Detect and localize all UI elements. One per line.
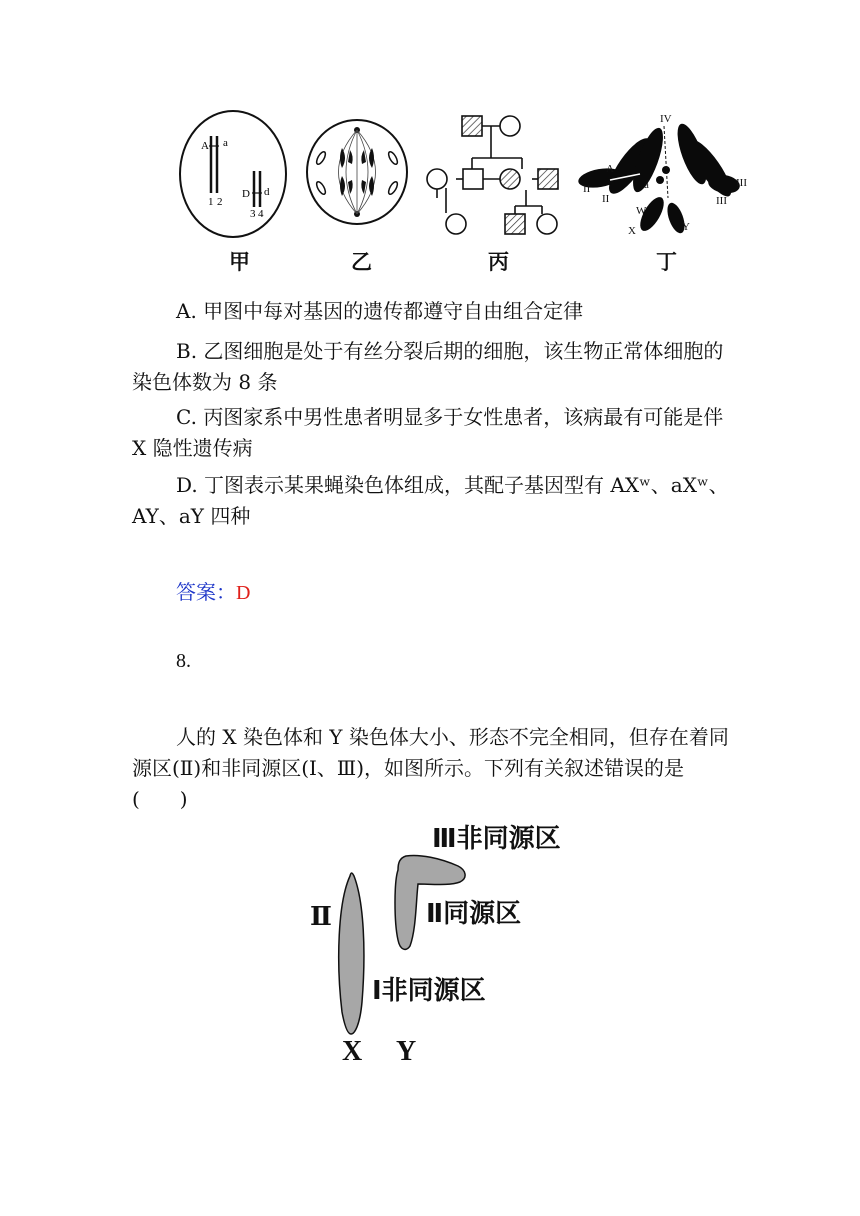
option-d-text: 丁图表示某果蝇染色体组成，其配子基因型有 AXʷ、aXʷ、AY、aY 四种 [132,473,729,528]
ding-label-y: Y [682,221,690,233]
panel-yi [307,120,407,224]
figure-label-bing: 丙 [488,249,509,274]
figure-label-jia: 甲 [229,249,250,274]
gene-a: a [223,137,228,149]
gene-d: d [264,186,270,198]
panel-ding [577,113,748,237]
option-a-letter: A. [176,299,197,323]
ding-label-a: a [644,179,649,191]
question-stem: 人的 X 染色体和 Y 染色体大小、形态不完全相同，但存在着同源区(Ⅱ)和非同源区(Ⅰ、Ⅲ)，如图所示。下列有关叙述错误的是( ) [132,725,729,811]
x-chromosome [339,873,364,1034]
figure-label-ding: 丁 [656,249,677,274]
ding-label-w: W [636,205,647,217]
answer-line [176,576,250,605]
ding-label-A: A [606,163,614,175]
ding-label-iii-right: III [736,177,747,189]
option-b-letter: B. [176,339,198,363]
option-a-text: 甲图中每对基因的遗传都遵守自由组合定律 [203,299,584,323]
chrom-num-2: 2 [217,196,223,208]
ding-label-iii: III [716,195,727,207]
answer-value: D [236,582,251,604]
option-c [132,402,730,464]
chrom-num-1: 1 [208,196,214,208]
ding-label-ii: II [602,193,610,205]
label-y: Y [396,1036,417,1067]
option-c-text: 丙图家系中男性患者明显多于女性患者，该病最有可能是伴 X 隐性遗传病 [132,405,724,460]
figure-label-yi: 乙 [351,249,372,274]
option-d [132,470,730,532]
option-a [132,296,730,327]
option-b [132,336,730,398]
option-c-letter: C. [176,405,197,429]
label-region-i: Ⅰ非同源区 [372,976,486,1006]
option-d-letter: D. [176,473,198,497]
answer-key: 答案： [176,580,236,604]
panel-jia [180,111,286,237]
label-x: X [342,1036,363,1067]
gene-D: D [242,188,250,200]
panel-bing [427,116,558,234]
ding-label-x: X [628,225,636,237]
gene-A: A [201,140,209,152]
chrom-num-4: 4 [258,208,264,220]
label-region-iii: Ⅲ非同源区 [432,824,561,854]
ding-label-ii-left: II [583,183,591,195]
question-number: 8. [176,650,191,672]
ding-label-iv: IV [660,113,672,125]
label-region-ii-homologous: Ⅱ同源区 [426,899,522,929]
label-region-ii-left: Ⅱ [310,902,332,932]
option-b-text: 乙图细胞是处于有丝分裂后期的细胞，该生物正常体细胞的染色体数为 8 条 [132,339,724,394]
chrom-num-3: 3 [250,208,256,220]
